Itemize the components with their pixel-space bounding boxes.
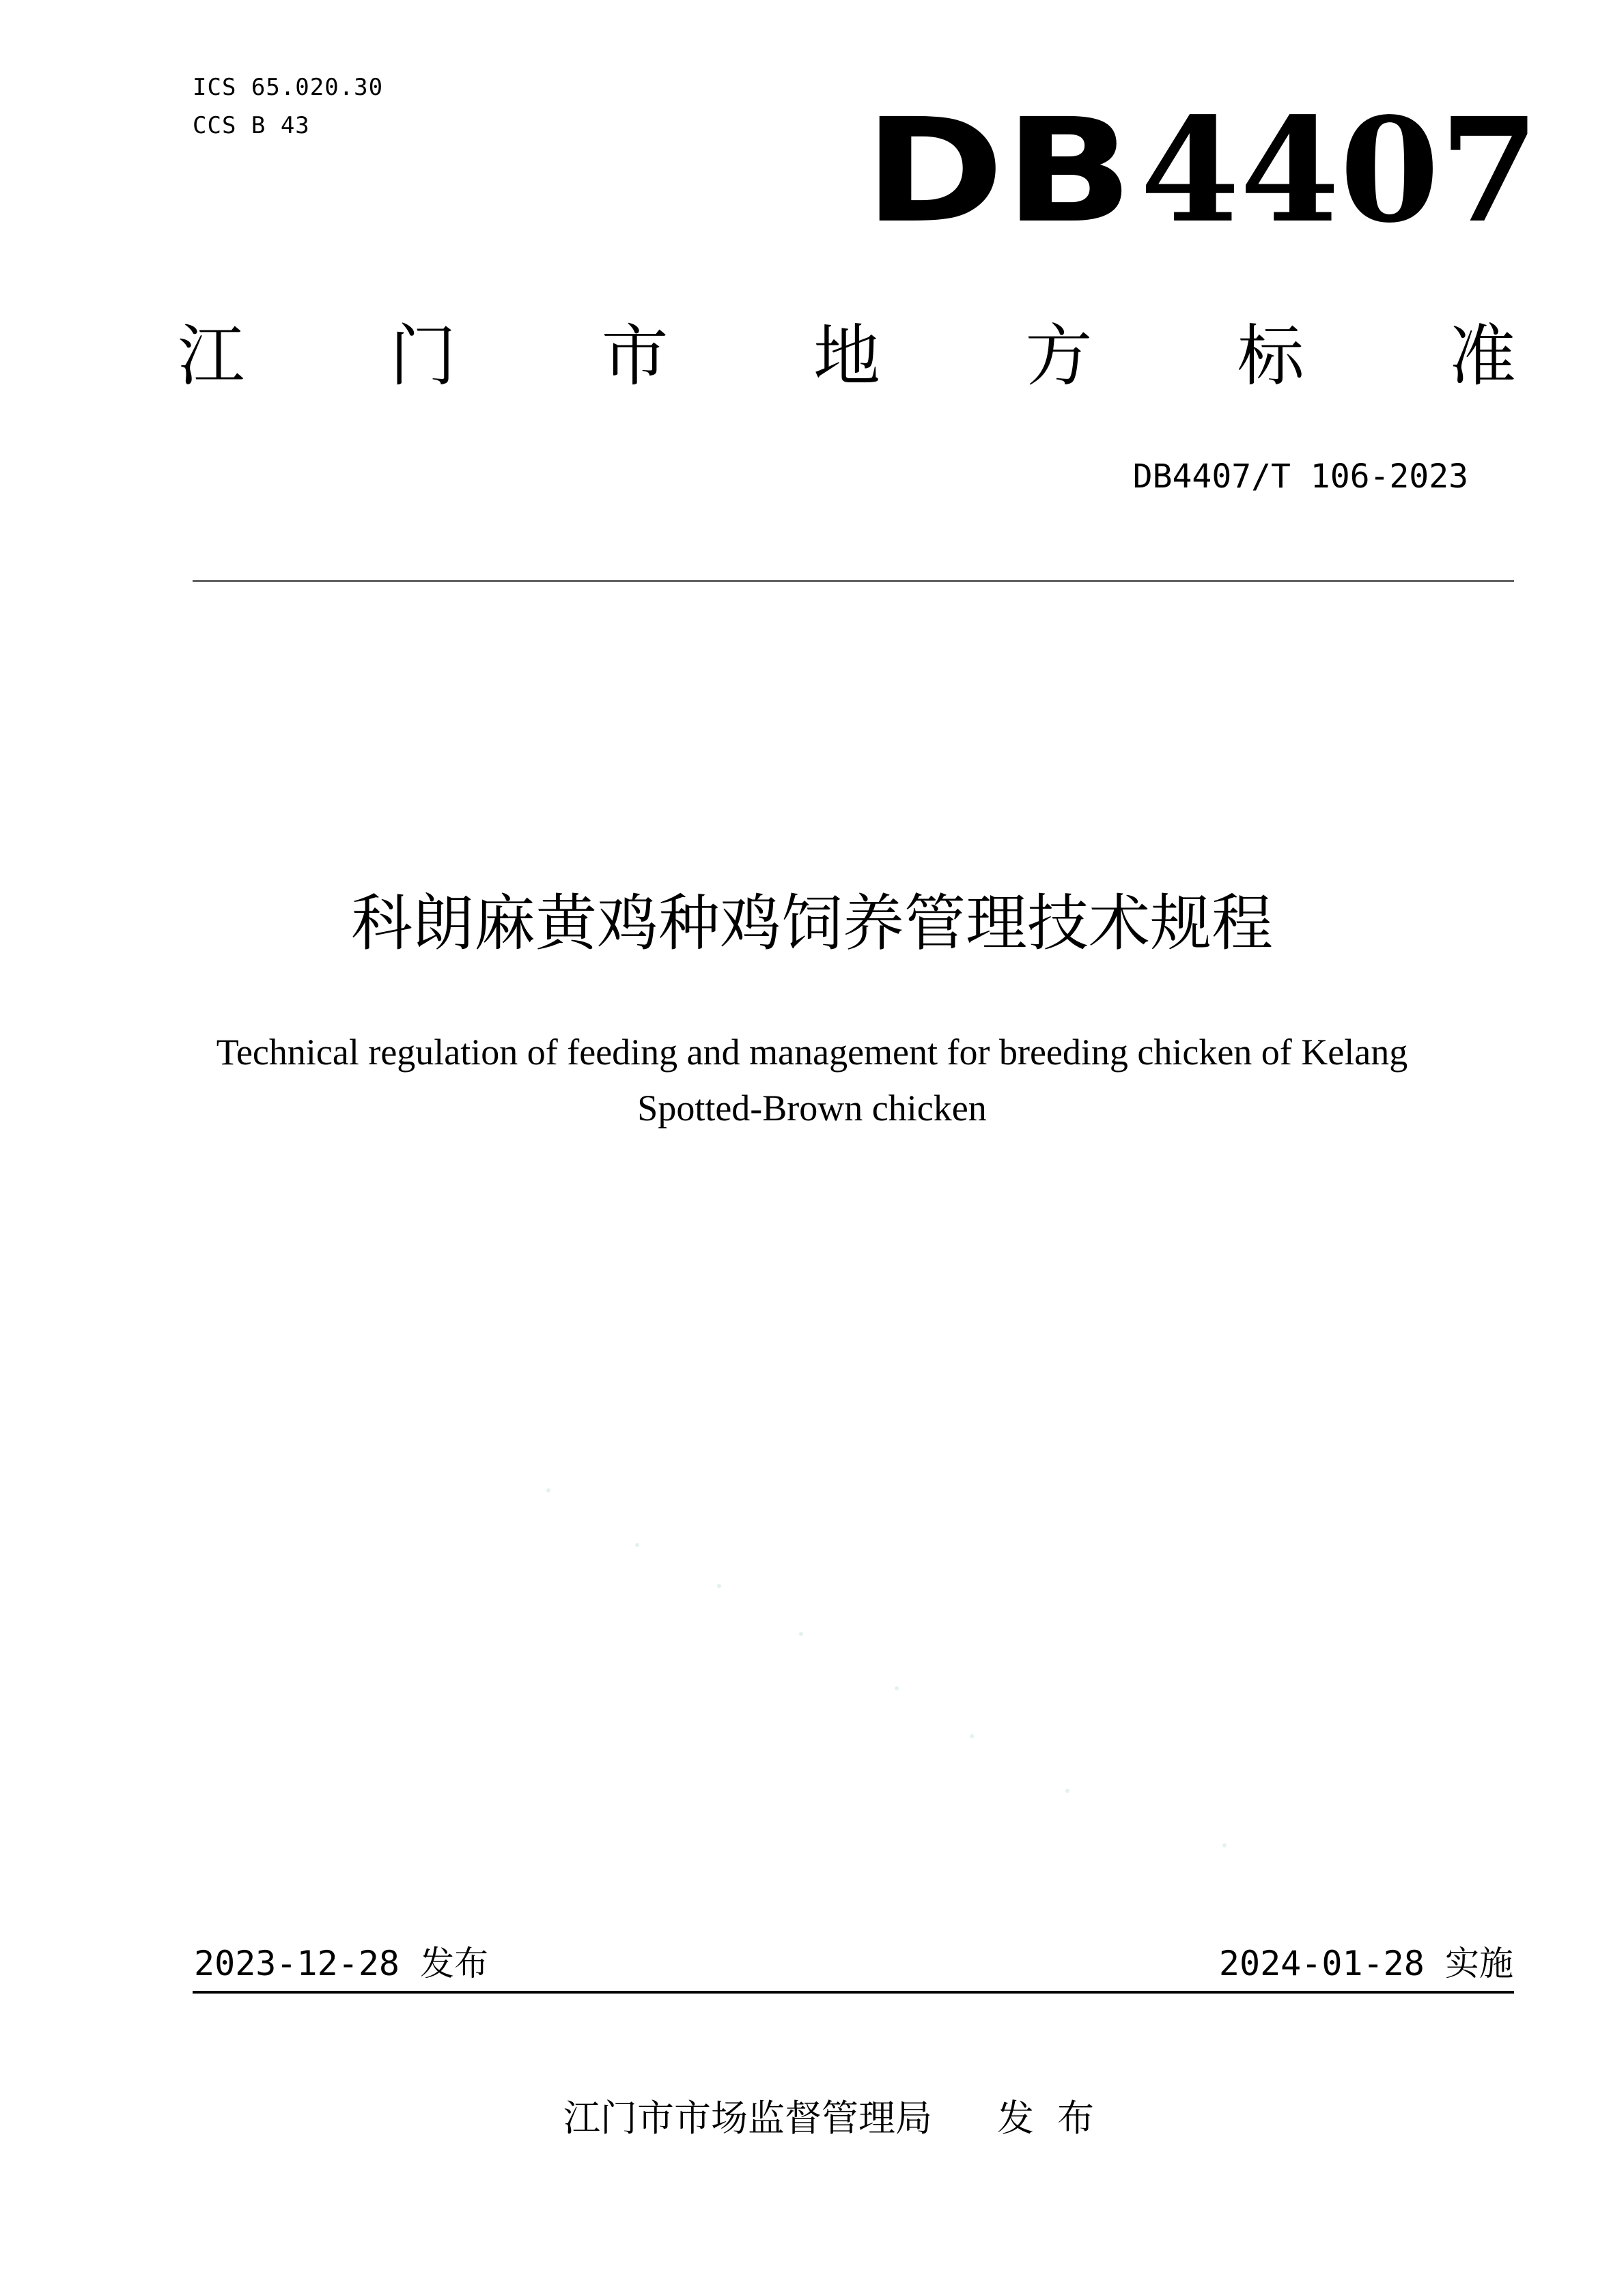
standard-type-title — [178, 315, 1516, 397]
classification-codes — [193, 68, 383, 145]
db-logo-prefix: DB — [864, 87, 1134, 255]
speck — [717, 1584, 721, 1588]
implementation-date — [1219, 1942, 1513, 1985]
standard-number: DB4407/T 106-2023 — [1132, 457, 1468, 496]
standard-type-title-char: 地 — [813, 317, 880, 395]
issue-date-value: 2023-12-28 — [194, 1944, 400, 1983]
issuer-authority: 江门市市场监督管理局 — [563, 2097, 932, 2140]
standard-type-title-char: 市 — [601, 317, 669, 395]
issuer-action: 发布 — [997, 2097, 1117, 2140]
document-title-en-line2: Spotted-Brown chicken — [637, 1088, 987, 1129]
standard-type-title-char: 江 — [178, 317, 245, 395]
issue-date — [194, 1942, 488, 1985]
standard-type-title-char: 门 — [389, 317, 457, 395]
implementation-date-label: 实施 — [1445, 1944, 1513, 1983]
speck — [799, 1632, 803, 1636]
issue-date-label: 发布 — [420, 1944, 489, 1983]
speck — [1065, 1789, 1069, 1793]
speck — [546, 1488, 550, 1492]
standard-type-title-char: 方 — [1025, 317, 1093, 395]
standard-type-title-char: 准 — [1448, 317, 1516, 395]
speck — [895, 1686, 899, 1690]
document-title-zh: 科朗麻黄鸡种鸡饲养管理技术规程 — [351, 888, 1273, 959]
speck — [1222, 1843, 1227, 1847]
document-title-en-line1: Technical regulation of feeding and management for breeding chicken of Kelang — [216, 1032, 1408, 1073]
db-logo — [864, 86, 1539, 255]
issuer — [563, 2095, 1117, 2142]
speck — [970, 1734, 974, 1738]
document-title-en — [197, 1024, 1427, 1136]
standard-type-title-char: 标 — [1237, 317, 1304, 395]
implementation-date-value: 2024-01-28 — [1218, 1944, 1425, 1983]
ccs-code: CCS B 43 — [193, 112, 310, 139]
speck — [635, 1543, 639, 1547]
top-divider — [193, 580, 1514, 582]
db-logo-number: 4407 — [1140, 86, 1539, 255]
ics-code: ICS 65.020.30 — [193, 74, 384, 101]
bottom-divider — [193, 1991, 1514, 1994]
